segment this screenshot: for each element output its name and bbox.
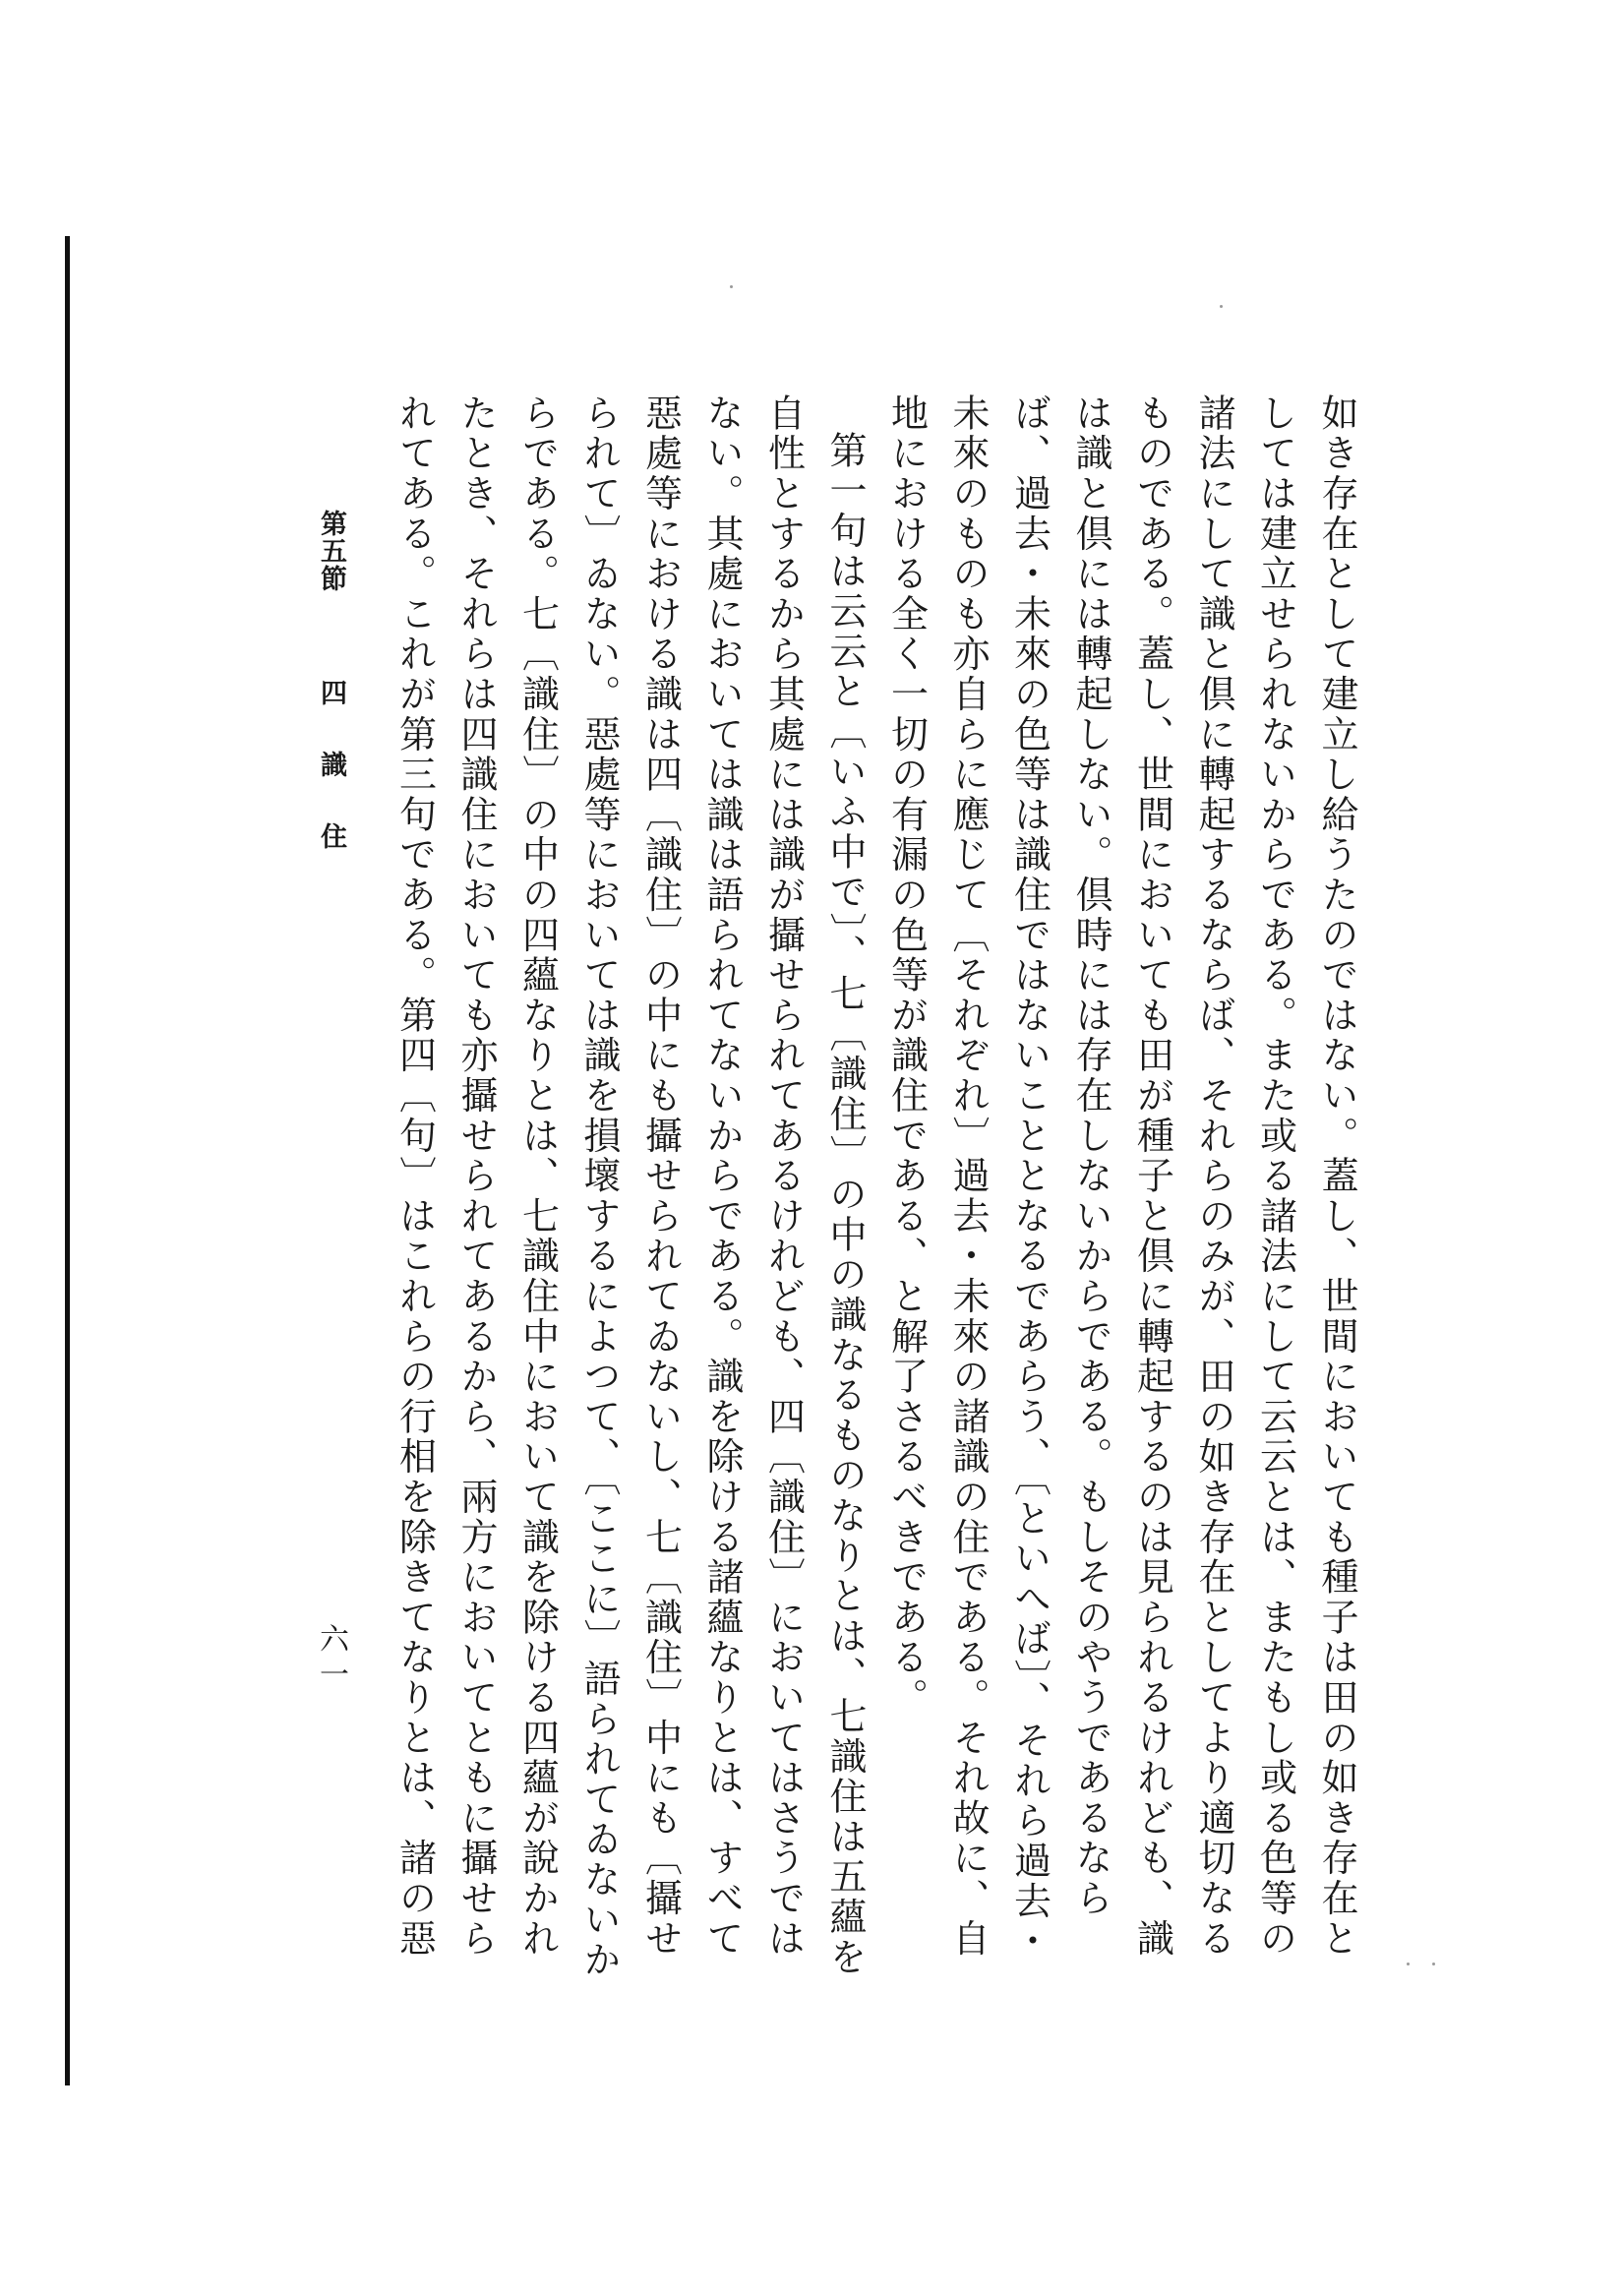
scan-speck [1407,1963,1410,1965]
body-text [384,393,1367,1987]
page-number: 六一 [314,1623,348,1694]
scan-speck [1432,1963,1435,1965]
running-head-section: 第五節 [316,510,346,592]
paragraph-2: 第一句は云云と〔いふ中で〕、七〔識住〕の中の識なるものなりとは、七識住は五蘊を自性とするから其處には識が攝せられてあるけれども、四〔識住〕においてはさうではない。其處においては識は語られてないからである。識を除ける諸蘊なりとは、すべて惡處等における識は四〔識住〕の中にも攝せられてゐないし、七〔識住〕中にも〔攝せられて〕ゐない。惡處等においては識を損壞するによつて、〔ここに〕語られてゐないからである。七〔識住〕の中の四蘊なりとは、七識住中において識を除ける四蘊が說かれたとき、それらは四識住においても亦攝せられてあるから、兩方においてともに攝せられてある。これが第三句である。第四〔句〕はこれらの行相を除きてなりとは、諸の惡 [392,393,867,1980]
running-head-title: 四識住 [316,679,346,894]
binding-edge-line [65,236,70,2085]
scan-speck [1220,305,1223,308]
paragraph-1: 如き存在として建立し給うたのではない。蓋し、世間においても種子は田の如き存在としては建立せられないからである。また或る諸法にして云云とは、またもし或る色等の諸法にして識と倶に轉起するならば、それらのみが、田の如き存在としてより適切なるものである。蓋し、世間においても田が種子と倶に轉起するのは見られるけれども、識は識と倶には轉起しない。倶時には存在しないからである。もしそのやうであるならば、過去・未來の色等は識住ではないこととなるであらう、〔といへば〕、それら過去・未來のものも亦自らに應じて〔それぞれ〕過去・未來の諸識の住である。それ故に、自地における全く一切の有漏の色等が識住である、と解了さるべきである。 [884,393,1358,1962]
scan-speck [730,285,733,288]
